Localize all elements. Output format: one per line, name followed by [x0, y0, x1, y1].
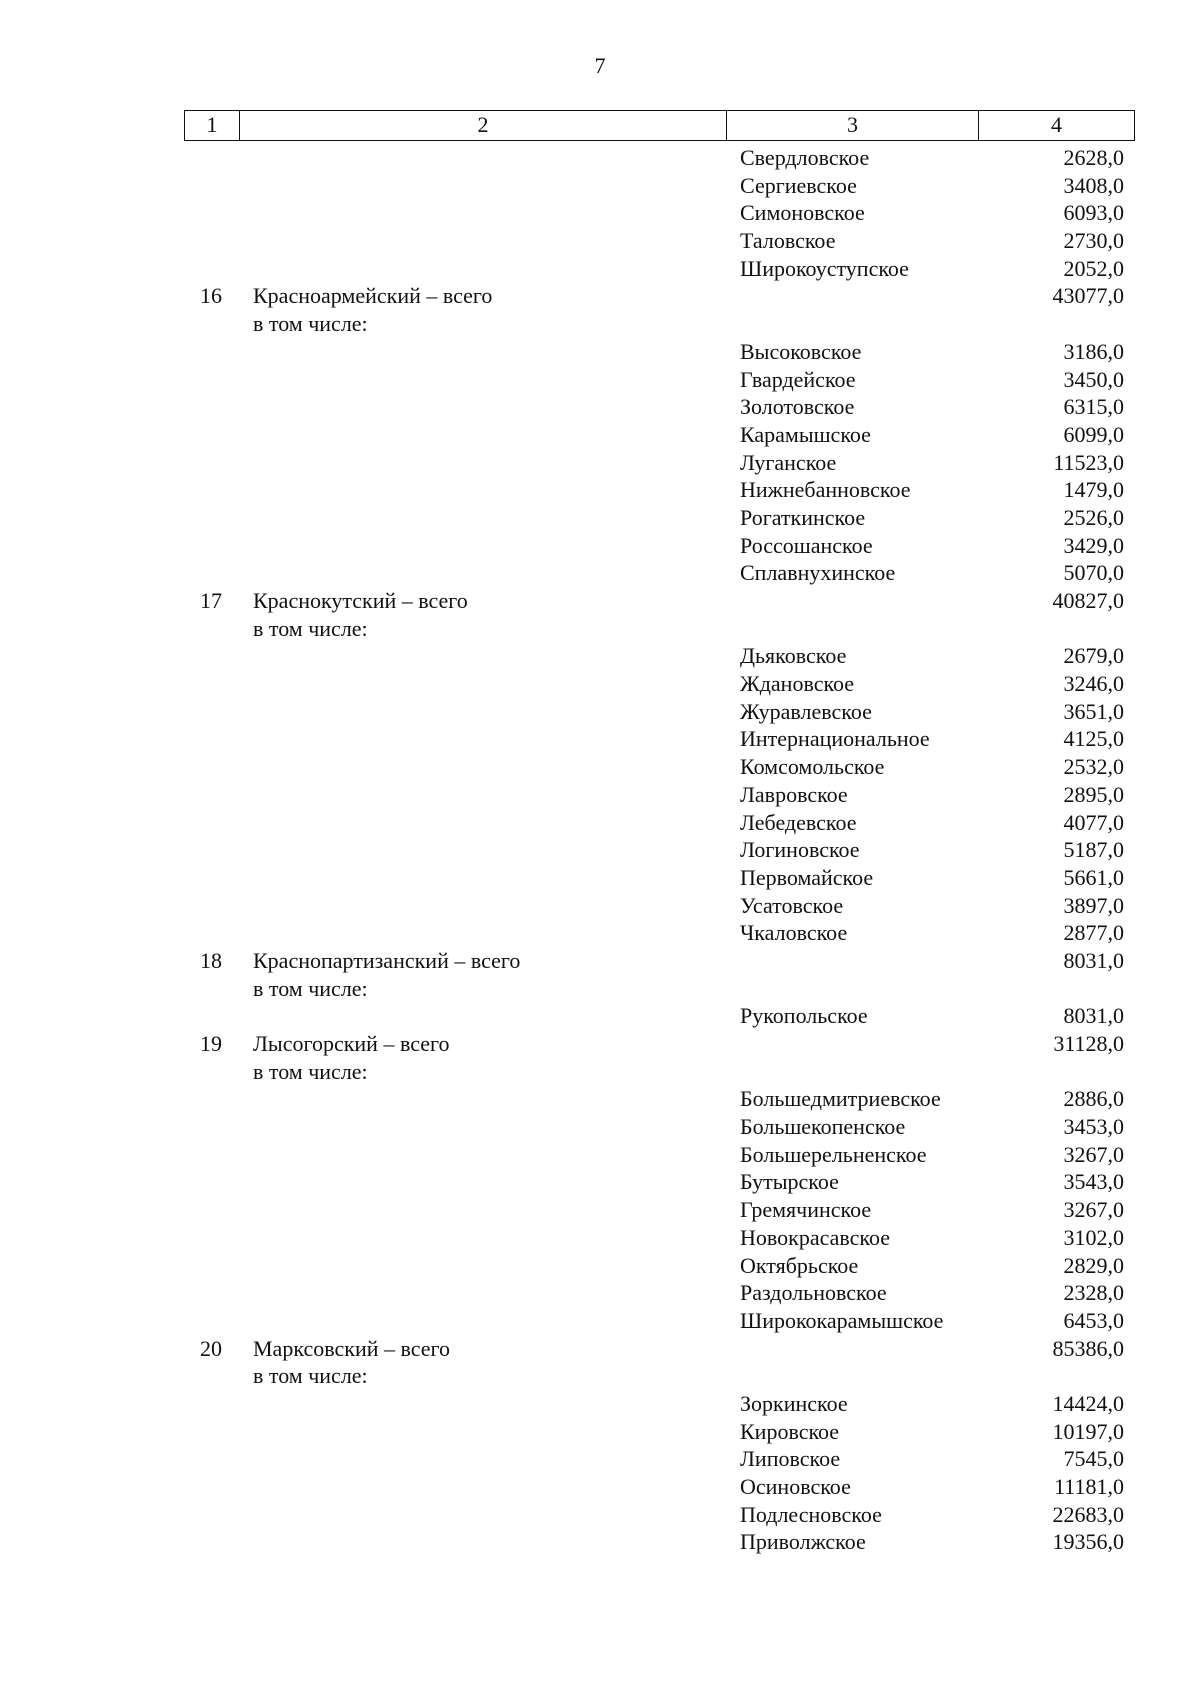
- table-row: [0, 1085, 1200, 1113]
- settlement-name: Луганское: [740, 449, 837, 475]
- row-value: 3267,0: [1063, 1141, 1124, 1167]
- row-value: 4077,0: [1063, 809, 1124, 835]
- table-row: [0, 1501, 1200, 1529]
- district-name: Краснопартизанский – всего: [253, 947, 521, 973]
- row-value: 11181,0: [1054, 1474, 1124, 1499]
- table-row: [0, 1113, 1200, 1141]
- settlement-name: Ждановское: [740, 671, 855, 697]
- table-row: [0, 1362, 1200, 1390]
- row-value: 11523,0: [1053, 449, 1124, 475]
- district-name: Краснокутский – всего: [253, 588, 468, 613]
- row-number: 18: [200, 947, 222, 973]
- table-row: [0, 836, 1200, 864]
- settlement-name: Россошанское: [740, 532, 873, 558]
- table-row: [0, 1168, 1200, 1196]
- table-row: [0, 199, 1200, 227]
- table-header: [184, 110, 1135, 141]
- settlement-name: Карамышское: [740, 421, 871, 447]
- settlement-name: Кировское: [740, 1418, 840, 1444]
- row-value: 6453,0: [1063, 1307, 1124, 1333]
- table-row: [0, 1445, 1200, 1473]
- row-value: 3897,0: [1063, 892, 1124, 918]
- row-number: 17: [200, 588, 222, 613]
- settlement-name: Гвардейское: [740, 366, 856, 392]
- settlement-name: Гремячинское: [740, 1197, 872, 1223]
- table-row: [0, 1307, 1200, 1335]
- row-value: 2328,0: [1063, 1280, 1124, 1306]
- table-row: [0, 476, 1200, 504]
- row-value: 5187,0: [1063, 837, 1124, 863]
- row-value: 19356,0: [1052, 1529, 1124, 1555]
- table-row: [0, 1390, 1200, 1418]
- row-value: 3651,0: [1063, 698, 1124, 724]
- table-row: [0, 421, 1200, 449]
- row-value: 2829,0: [1063, 1252, 1124, 1278]
- settlement-name: Подлесновское: [740, 1501, 882, 1527]
- row-value: 14424,0: [1052, 1390, 1124, 1416]
- settlement-name: Лебедевское: [740, 809, 857, 835]
- row-value: 3543,0: [1063, 1169, 1124, 1195]
- table-row: [0, 338, 1200, 366]
- row-value: 3102,0: [1063, 1224, 1124, 1250]
- table-row: [0, 1473, 1200, 1501]
- row-value: 6315,0: [1063, 394, 1124, 420]
- table-row: [0, 310, 1200, 338]
- settlement-name: Рогаткинское: [740, 504, 866, 530]
- settlement-name: Журавлевское: [740, 698, 872, 724]
- settlement-name: Большерельненское: [740, 1141, 927, 1167]
- table-row: [0, 1002, 1200, 1030]
- row-value: 2895,0: [1063, 781, 1124, 807]
- settlement-name: Таловское: [740, 228, 836, 254]
- settlement-name: Интернациональное: [740, 726, 930, 752]
- settlement-name: Большекопенское: [740, 1114, 906, 1140]
- settlement-name: Октябрьское: [740, 1252, 859, 1278]
- row-value: 2052,0: [1063, 255, 1124, 281]
- header-col-3: 3: [727, 111, 979, 140]
- row-value: 2730,0: [1063, 228, 1124, 254]
- settlement-name: Лавровское: [740, 781, 848, 807]
- row-number: 20: [200, 1335, 222, 1361]
- table-row: [0, 781, 1200, 809]
- table-row: [0, 698, 1200, 726]
- row-value: 85386,0: [1052, 1335, 1124, 1361]
- table-row: [0, 366, 1200, 394]
- row-value: 31128,0: [1053, 1031, 1124, 1056]
- table-row: [0, 670, 1200, 698]
- table-row: [0, 864, 1200, 892]
- row-value: 2877,0: [1063, 920, 1124, 946]
- district-name: Лысогорский – всего: [253, 1031, 450, 1056]
- settlement-name: Раздольновское: [740, 1280, 887, 1306]
- row-value: 5070,0: [1063, 560, 1124, 586]
- settlement-name: Симоновское: [740, 200, 865, 226]
- row-value: 4125,0: [1063, 726, 1124, 752]
- row-value: 3408,0: [1063, 172, 1124, 198]
- table-row: [0, 449, 1200, 477]
- row-value: 2628,0: [1063, 145, 1124, 170]
- settlement-name: Большедмитриевское: [740, 1086, 941, 1112]
- district-name: в том числе:: [253, 975, 368, 1001]
- table-row: [0, 1418, 1200, 1446]
- table-row: [0, 227, 1200, 255]
- district-name: в том числе:: [253, 615, 368, 641]
- table-row: [0, 1141, 1200, 1169]
- table-row: [0, 1058, 1200, 1086]
- district-name: в том числе:: [253, 1363, 368, 1389]
- settlement-name: Высоковское: [740, 338, 862, 364]
- row-value: 6099,0: [1063, 421, 1124, 447]
- table-row: [0, 1528, 1200, 1556]
- settlement-name: Комсомольское: [740, 754, 885, 780]
- district-name: в том числе:: [253, 1058, 368, 1084]
- table-body: [0, 144, 1200, 1556]
- row-value: 8031,0: [1063, 1003, 1124, 1029]
- row-value: 40827,0: [1052, 588, 1124, 613]
- settlement-name: Новокрасавское: [740, 1224, 891, 1250]
- settlement-name: Логиновское: [740, 837, 860, 863]
- table-row: [0, 1030, 1200, 1058]
- row-value: 1479,0: [1063, 477, 1124, 503]
- row-value: 43077,0: [1052, 283, 1124, 309]
- row-value: 3267,0: [1063, 1197, 1124, 1223]
- settlement-name: Широкоуступское: [740, 255, 909, 281]
- row-value: 3450,0: [1063, 366, 1124, 392]
- table-row: [0, 642, 1200, 670]
- table-row: [0, 282, 1200, 310]
- table-row: [0, 1335, 1200, 1363]
- district-name: Марксовский – всего: [253, 1335, 451, 1361]
- table-row: [0, 753, 1200, 781]
- table-row: [0, 919, 1200, 947]
- settlement-name: Сплавнухинское: [740, 560, 896, 586]
- table-row: [0, 393, 1200, 421]
- row-value: 3429,0: [1063, 532, 1124, 558]
- table-row: [0, 587, 1200, 615]
- row-value: 2886,0: [1063, 1086, 1124, 1112]
- row-value: 6093,0: [1063, 200, 1124, 226]
- row-value: 2526,0: [1063, 504, 1124, 530]
- table-row: [0, 532, 1200, 560]
- settlement-name: Дьяковское: [740, 643, 847, 669]
- district-name: Красноармейский – всего: [253, 283, 493, 309]
- row-value: 2679,0: [1063, 643, 1124, 669]
- row-number: 16: [200, 283, 222, 309]
- table-row: [0, 1224, 1200, 1252]
- table-row: [0, 975, 1200, 1003]
- table-row: [0, 144, 1200, 172]
- row-value: 10197,0: [1052, 1418, 1124, 1444]
- row-value: 3186,0: [1063, 338, 1124, 364]
- header-col-1: 1: [185, 111, 240, 140]
- row-value: 3246,0: [1063, 671, 1124, 697]
- row-value: 7545,0: [1063, 1446, 1124, 1472]
- table-row: [0, 1279, 1200, 1307]
- settlement-name: Первомайское: [740, 864, 874, 890]
- row-value: 2532,0: [1063, 754, 1124, 780]
- table-row: [0, 255, 1200, 283]
- table-row: [0, 615, 1200, 643]
- table-row: [0, 947, 1200, 975]
- settlement-name: Приволжское: [740, 1529, 866, 1555]
- row-value: 22683,0: [1052, 1501, 1124, 1527]
- settlement-name: Зоркинское: [740, 1390, 848, 1416]
- table-row: [0, 504, 1200, 532]
- settlement-name: Осиновское: [740, 1474, 851, 1499]
- row-number: 19: [200, 1031, 222, 1056]
- settlement-name: Сергиевское: [740, 172, 857, 198]
- row-value: 8031,0: [1063, 947, 1124, 973]
- table-row: [0, 559, 1200, 587]
- settlement-name: Ширококарамышское: [740, 1307, 944, 1333]
- settlement-name: Рукопольское: [740, 1003, 868, 1029]
- settlement-name: Свердловское: [740, 145, 870, 170]
- table-row: [0, 172, 1200, 200]
- page-number: 7: [594, 53, 606, 78]
- header-col-2: 2: [240, 111, 727, 140]
- settlement-name: Липовское: [740, 1446, 841, 1472]
- district-name: в том числе:: [253, 311, 368, 337]
- table-row: [0, 1196, 1200, 1224]
- settlement-name: Бутырское: [740, 1169, 839, 1195]
- row-value: 5661,0: [1063, 864, 1124, 890]
- settlement-name: Усатовское: [740, 892, 844, 918]
- table-row: [0, 1252, 1200, 1280]
- settlement-name: Нижнебанновское: [740, 477, 911, 503]
- settlement-name: Чкаловское: [740, 920, 848, 946]
- row-value: 3453,0: [1063, 1114, 1124, 1140]
- table-row: [0, 809, 1200, 837]
- settlement-name: Золотовское: [740, 394, 855, 420]
- header-col-4: 4: [1051, 112, 1062, 137]
- table-row: [0, 892, 1200, 920]
- table-row: [0, 725, 1200, 753]
